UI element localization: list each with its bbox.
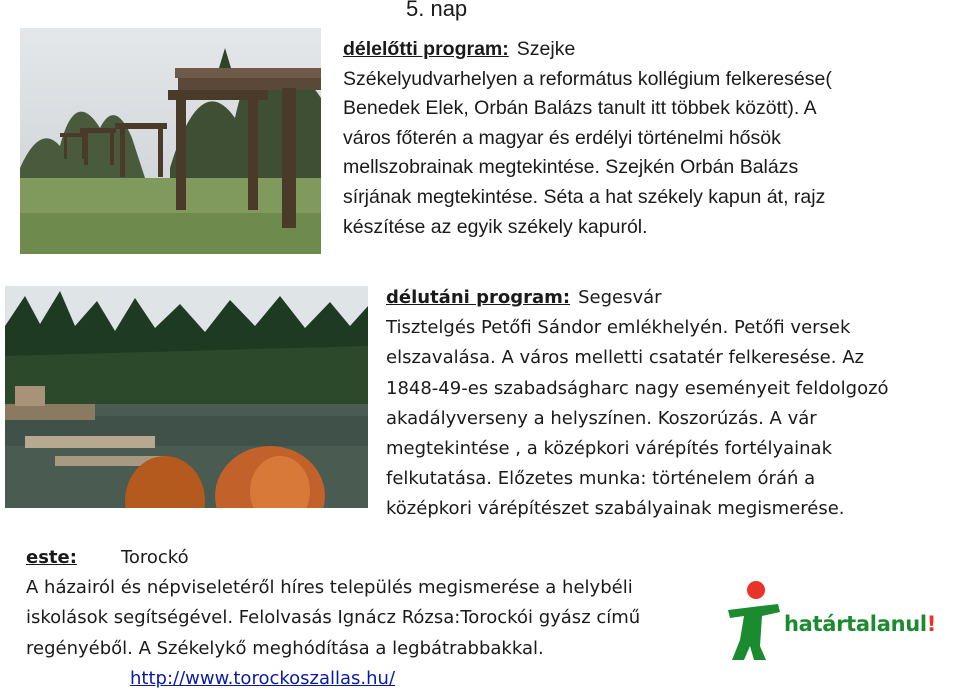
afternoon-line: megtekintése , a középkori várépítés fortélyainak [386, 438, 833, 460]
hatartalanul-logo [722, 576, 954, 662]
torocko-link[interactable]: http://www.torockoszallas.hu/ [130, 667, 396, 689]
morning-label: délelőtti program: [343, 38, 509, 60]
morning-line: Benedek Elek, Orbán Balázs tanult itt többek között). A [343, 97, 817, 120]
morning-line: Székelyudvarhelyen a református kollégium felkeresése( [343, 67, 832, 90]
afternoon-line: akadályverseny a helyszínen. Koszorúzás. A vár [386, 407, 817, 429]
afternoon-label: délutáni program: [386, 287, 571, 308]
afternoon-line: Tisztelgés Petőfi Sándor emlékhelyén. Petőfi versek [386, 317, 851, 339]
szekely-gates-photo [20, 28, 321, 254]
afternoon-line: 1848-49-es szabadságharc nagy eseményeit feldolgozó [386, 377, 889, 399]
evening-program [26, 543, 726, 694]
morning-line: mellszobrainak megtekintése. Szejkén Orbán Balázs [343, 156, 799, 179]
afternoon-line: középkori várépítészet szabályainak megismerése. [386, 498, 845, 520]
afternoon-program [386, 283, 956, 525]
morning-program [343, 35, 943, 242]
afternoon-line: elszavalása. A város melletti csatatér felkeresése. Az [386, 347, 864, 369]
evening-label: este: [26, 547, 77, 568]
logo-text: határtalanul! [784, 612, 937, 636]
afternoon-line: felkutatása. Előzetes munka: történelem óráń a [386, 468, 816, 490]
page-title: 5. nap [406, 0, 468, 21]
lake-forest-photo [5, 286, 368, 508]
morning-line: sírjának megtekintése. Séta a hat székely kapun át, rajz [343, 185, 826, 208]
morning-line: város főterén a magyar és erdélyi történelmi hősök [343, 126, 781, 149]
evening-place: Torockó [120, 547, 189, 568]
afternoon-place: Segesvár [578, 287, 662, 308]
evening-line: A házairól és népviseletéről híres település megismerése a helybéli [26, 577, 633, 599]
morning-line: készítése az egyik székely kapuról. [343, 215, 648, 238]
evening-line: regényéből. A Székelykő meghódítása a legbátrabbakkal. [26, 637, 544, 659]
morning-place: Szejke [516, 38, 576, 60]
evening-line: iskolások segítségével. Felolvasás Ignácz Rózsa:Torockói gyász című [26, 607, 641, 629]
